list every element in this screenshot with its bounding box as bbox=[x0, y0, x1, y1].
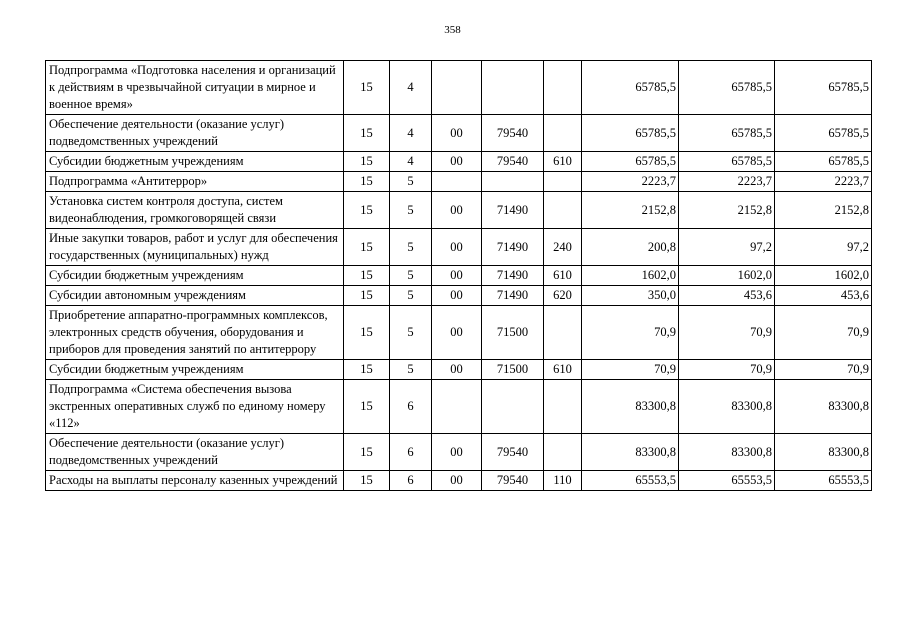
subsection-code-cell: 5 bbox=[390, 172, 432, 192]
table-row bbox=[46, 266, 872, 286]
expense-type-cell: 110 bbox=[544, 471, 582, 491]
expense-type-cell: 610 bbox=[544, 360, 582, 380]
expense-type-cell bbox=[544, 115, 582, 152]
amount-year3-cell: 83300,8 bbox=[775, 380, 872, 434]
chapter-code-cell: 15 bbox=[344, 380, 390, 434]
table-row bbox=[46, 152, 872, 172]
row-name-cell: Обеспечение деятельности (оказание услуг) подведомственных учреждений bbox=[46, 434, 344, 471]
target-code-cell: 79540 bbox=[482, 152, 544, 172]
amount-year3-cell: 65785,5 bbox=[775, 61, 872, 115]
amount-year2-cell: 70,9 bbox=[679, 306, 775, 360]
table-row bbox=[46, 192, 872, 229]
target-code-cell: 71490 bbox=[482, 229, 544, 266]
program-code-cell: 00 bbox=[432, 266, 482, 286]
amount-year3-cell: 2223,7 bbox=[775, 172, 872, 192]
chapter-code-cell: 15 bbox=[344, 434, 390, 471]
chapter-code-cell: 15 bbox=[344, 229, 390, 266]
expense-type-cell: 610 bbox=[544, 152, 582, 172]
program-code-cell: 00 bbox=[432, 286, 482, 306]
table-row bbox=[46, 380, 872, 434]
program-code-cell bbox=[432, 380, 482, 434]
target-code-cell: 79540 bbox=[482, 434, 544, 471]
amount-year3-cell: 65785,5 bbox=[775, 115, 872, 152]
target-code-cell bbox=[482, 61, 544, 115]
subsection-code-cell: 4 bbox=[390, 152, 432, 172]
subsection-code-cell: 5 bbox=[390, 266, 432, 286]
amount-year3-cell: 1602,0 bbox=[775, 266, 872, 286]
chapter-code-cell: 15 bbox=[344, 115, 390, 152]
program-code-cell bbox=[432, 172, 482, 192]
amount-year2-cell: 65553,5 bbox=[679, 471, 775, 491]
amount-year1-cell: 83300,8 bbox=[582, 380, 679, 434]
amount-year3-cell: 70,9 bbox=[775, 306, 872, 360]
row-name-cell: Подпрограмма «Подготовка населения и организаций к действиям в чрезвычайной ситуации в мирное и военное время» bbox=[46, 61, 344, 115]
expense-type-cell bbox=[544, 306, 582, 360]
chapter-code-cell: 15 bbox=[344, 172, 390, 192]
row-name-cell: Подпрограмма «Система обеспечения вызова экстренных оперативных служб по единому номеру «112» bbox=[46, 380, 344, 434]
target-code-cell: 71500 bbox=[482, 306, 544, 360]
target-code-cell: 71490 bbox=[482, 192, 544, 229]
table-row bbox=[46, 229, 872, 266]
amount-year1-cell: 70,9 bbox=[582, 306, 679, 360]
table-body bbox=[46, 61, 872, 491]
program-code-cell: 00 bbox=[432, 434, 482, 471]
subsection-code-cell: 4 bbox=[390, 115, 432, 152]
subsection-code-cell: 6 bbox=[390, 380, 432, 434]
table-row bbox=[46, 306, 872, 360]
amount-year1-cell: 350,0 bbox=[582, 286, 679, 306]
program-code-cell: 00 bbox=[432, 229, 482, 266]
amount-year3-cell: 453,6 bbox=[775, 286, 872, 306]
table-row bbox=[46, 434, 872, 471]
expense-type-cell: 620 bbox=[544, 286, 582, 306]
subsection-code-cell: 5 bbox=[390, 192, 432, 229]
row-name-cell: Субсидии бюджетным учреждениям bbox=[46, 266, 344, 286]
expense-type-cell bbox=[544, 61, 582, 115]
table-row bbox=[46, 172, 872, 192]
chapter-code-cell: 15 bbox=[344, 152, 390, 172]
program-code-cell: 00 bbox=[432, 306, 482, 360]
amount-year1-cell: 65785,5 bbox=[582, 152, 679, 172]
chapter-code-cell: 15 bbox=[344, 266, 390, 286]
target-code-cell bbox=[482, 172, 544, 192]
subsection-code-cell: 5 bbox=[390, 306, 432, 360]
amount-year3-cell: 70,9 bbox=[775, 360, 872, 380]
chapter-code-cell: 15 bbox=[344, 61, 390, 115]
amount-year1-cell: 83300,8 bbox=[582, 434, 679, 471]
amount-year1-cell: 2223,7 bbox=[582, 172, 679, 192]
page-number: 358 bbox=[444, 24, 461, 36]
table-row bbox=[46, 360, 872, 380]
amount-year2-cell: 70,9 bbox=[679, 360, 775, 380]
amount-year1-cell: 65553,5 bbox=[582, 471, 679, 491]
amount-year1-cell: 70,9 bbox=[582, 360, 679, 380]
expense-type-cell bbox=[544, 434, 582, 471]
amount-year2-cell: 65785,5 bbox=[679, 61, 775, 115]
chapter-code-cell: 15 bbox=[344, 360, 390, 380]
amount-year1-cell: 200,8 bbox=[582, 229, 679, 266]
amount-year2-cell: 83300,8 bbox=[679, 380, 775, 434]
amount-year2-cell: 2152,8 bbox=[679, 192, 775, 229]
amount-year3-cell: 65785,5 bbox=[775, 152, 872, 172]
row-name-cell: Приобретение аппаратно-программных комплексов, электронных средств обучения, оборудования и приборов для проведения занятий по антитеррору bbox=[46, 306, 344, 360]
expense-type-cell bbox=[544, 380, 582, 434]
target-code-cell: 79540 bbox=[482, 115, 544, 152]
program-code-cell: 00 bbox=[432, 152, 482, 172]
amount-year1-cell: 65785,5 bbox=[582, 61, 679, 115]
subsection-code-cell: 6 bbox=[390, 471, 432, 491]
amount-year3-cell: 65553,5 bbox=[775, 471, 872, 491]
subsection-code-cell: 5 bbox=[390, 229, 432, 266]
row-name-cell: Подпрограмма «Антитеррор» bbox=[46, 172, 344, 192]
row-name-cell: Иные закупки товаров, работ и услуг для обеспечения государственных (муниципальных) нужд bbox=[46, 229, 344, 266]
table-row bbox=[46, 115, 872, 152]
expense-type-cell: 240 bbox=[544, 229, 582, 266]
chapter-code-cell: 15 bbox=[344, 286, 390, 306]
amount-year2-cell: 453,6 bbox=[679, 286, 775, 306]
budget-table bbox=[45, 60, 872, 491]
row-name-cell: Установка систем контроля доступа, систем видеонаблюдения, громкоговорящей связи bbox=[46, 192, 344, 229]
program-code-cell: 00 bbox=[432, 115, 482, 152]
amount-year1-cell: 1602,0 bbox=[582, 266, 679, 286]
chapter-code-cell: 15 bbox=[344, 306, 390, 360]
amount-year1-cell: 2152,8 bbox=[582, 192, 679, 229]
amount-year2-cell: 97,2 bbox=[679, 229, 775, 266]
target-code-cell: 71500 bbox=[482, 360, 544, 380]
row-name-cell: Субсидии автономным учреждениям bbox=[46, 286, 344, 306]
chapter-code-cell: 15 bbox=[344, 471, 390, 491]
amount-year2-cell: 83300,8 bbox=[679, 434, 775, 471]
amount-year2-cell: 65785,5 bbox=[679, 115, 775, 152]
table-row bbox=[46, 471, 872, 491]
table-row bbox=[46, 61, 872, 115]
subsection-code-cell: 5 bbox=[390, 286, 432, 306]
expense-type-cell bbox=[544, 172, 582, 192]
row-name-cell: Расходы на выплаты персоналу казенных учреждений bbox=[46, 471, 344, 491]
target-code-cell: 79540 bbox=[482, 471, 544, 491]
target-code-cell bbox=[482, 380, 544, 434]
subsection-code-cell: 6 bbox=[390, 434, 432, 471]
target-code-cell: 71490 bbox=[482, 266, 544, 286]
amount-year3-cell: 2152,8 bbox=[775, 192, 872, 229]
amount-year1-cell: 65785,5 bbox=[582, 115, 679, 152]
expense-type-cell: 610 bbox=[544, 266, 582, 286]
amount-year3-cell: 83300,8 bbox=[775, 434, 872, 471]
program-code-cell: 00 bbox=[432, 471, 482, 491]
program-code-cell bbox=[432, 61, 482, 115]
subsection-code-cell: 5 bbox=[390, 360, 432, 380]
program-code-cell: 00 bbox=[432, 360, 482, 380]
amount-year2-cell: 1602,0 bbox=[679, 266, 775, 286]
row-name-cell: Обеспечение деятельности (оказание услуг) подведомственных учреждений bbox=[46, 115, 344, 152]
table-row bbox=[46, 286, 872, 306]
amount-year2-cell: 2223,7 bbox=[679, 172, 775, 192]
amount-year2-cell: 65785,5 bbox=[679, 152, 775, 172]
target-code-cell: 71490 bbox=[482, 286, 544, 306]
program-code-cell: 00 bbox=[432, 192, 482, 229]
expense-type-cell bbox=[544, 192, 582, 229]
row-name-cell: Субсидии бюджетным учреждениям bbox=[46, 360, 344, 380]
amount-year3-cell: 97,2 bbox=[775, 229, 872, 266]
subsection-code-cell: 4 bbox=[390, 61, 432, 115]
chapter-code-cell: 15 bbox=[344, 192, 390, 229]
row-name-cell: Субсидии бюджетным учреждениям bbox=[46, 152, 344, 172]
